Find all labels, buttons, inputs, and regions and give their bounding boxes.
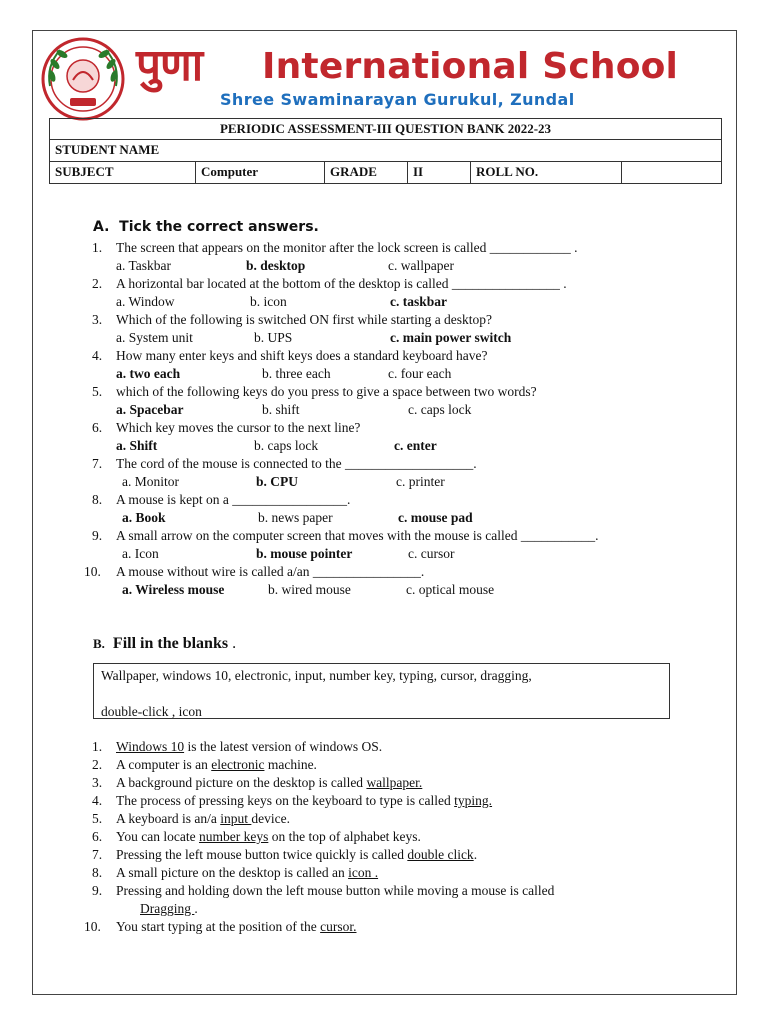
option-b[interactable]: b. desktop	[246, 258, 306, 273]
item-text	[116, 792, 492, 810]
fill-blank-item	[92, 828, 692, 846]
option-a[interactable]: a. Wireless mouse	[122, 582, 225, 597]
item-prefix: You start typing at the position of the	[116, 919, 321, 934]
question-number: 9.	[92, 528, 103, 543]
question-text: which of the following keys do you press to give a space between two words?	[116, 384, 537, 399]
grade-label: GRADE	[325, 162, 408, 184]
item-suffix: on the top of alphabet keys.	[268, 829, 421, 844]
question-options	[92, 473, 692, 491]
item-suffix: .	[473, 847, 478, 862]
question-text: How many enter keys and shift keys does a standard keyboard have?	[116, 348, 488, 363]
option-b[interactable]: b. news paper	[258, 510, 333, 525]
section-a-prefix: A.	[93, 219, 110, 235]
fill-blank-item	[92, 756, 692, 774]
subject-value: Computer	[196, 162, 325, 184]
question-4	[92, 347, 692, 365]
section-b-title	[93, 635, 236, 653]
word-bank-line-2: double-click , icon	[101, 704, 202, 719]
question-text: Which key moves the cursor to the next line?	[116, 420, 361, 435]
item-text	[116, 864, 378, 882]
school-brand	[136, 36, 736, 116]
section-b-prefix: B.	[93, 636, 105, 651]
option-b[interactable]: b. mouse pointer	[256, 546, 353, 561]
item-number: 10.	[84, 919, 101, 934]
question-text: A horizontal bar located at the bottom of the desktop is called ________________ .	[116, 276, 567, 291]
section-b-heading: Fill in the blanks	[112, 635, 229, 652]
option-b[interactable]: b. three each	[262, 366, 331, 381]
subject-label: SUBJECT	[50, 162, 196, 184]
question-text: The screen that appears on the monitor after the lock screen is called ____________ .	[116, 240, 578, 255]
option-a[interactable]: a. Monitor	[122, 474, 179, 489]
option-a[interactable]: a. Spacebar	[116, 402, 184, 417]
item-text	[116, 756, 317, 774]
fill-blank-item	[92, 864, 692, 882]
option-a[interactable]: a. Window	[116, 294, 175, 309]
item-prefix: You can locate	[116, 829, 199, 844]
option-a[interactable]: a. System unit	[116, 330, 193, 345]
question-1	[92, 239, 692, 257]
question-options	[92, 437, 692, 455]
item-text	[116, 846, 477, 864]
question-number: 1.	[92, 240, 103, 255]
option-b[interactable]: b. caps lock	[254, 438, 319, 453]
question-9	[92, 527, 692, 545]
option-a[interactable]: a. Shift	[116, 438, 158, 453]
item-prefix: Pressing the left mouse button twice quickly is called	[116, 847, 408, 862]
option-c[interactable]: c. caps lock	[408, 402, 472, 417]
school-logo	[40, 36, 126, 122]
item-answer[interactable]: icon .	[348, 865, 379, 880]
fill-blank-item	[92, 810, 692, 828]
roll-no-label: ROLL NO.	[471, 162, 622, 184]
question-options	[92, 365, 692, 383]
option-a[interactable]: a. Taskbar	[116, 258, 172, 273]
item-text	[140, 900, 198, 918]
item-number: 4.	[92, 793, 103, 808]
section-a-title	[93, 219, 319, 235]
word-bank-box	[93, 663, 670, 719]
fill-blank-item	[92, 882, 692, 900]
item-number: 7.	[92, 847, 103, 862]
question-number: 4.	[92, 348, 103, 363]
option-b[interactable]: b. shift	[262, 402, 300, 417]
option-c[interactable]: c. cursor	[408, 546, 455, 561]
question-6	[92, 419, 692, 437]
option-c[interactable]: c. enter	[394, 438, 437, 453]
item-text	[116, 774, 422, 792]
option-c[interactable]: c. four each	[388, 366, 452, 381]
assessment-title: PERIODIC ASSESSMENT-III QUESTION BANK 2022-23	[50, 119, 722, 140]
question-number: 8.	[92, 492, 103, 507]
question-number: 5.	[92, 384, 103, 399]
student-info-table	[49, 118, 722, 184]
item-prefix: A background picture on the desktop is called	[116, 775, 367, 790]
question-number: 6.	[92, 420, 103, 435]
item-number: 6.	[92, 829, 103, 844]
item-number: 8.	[92, 865, 103, 880]
option-c[interactable]: c. taskbar	[390, 294, 447, 309]
question-3	[92, 311, 692, 329]
section-b-suffix: .	[232, 635, 237, 652]
item-answer[interactable]: electronic	[211, 757, 265, 772]
item-prefix: A small picture on the desktop is called an	[116, 865, 349, 880]
question-options	[92, 293, 692, 311]
question-text: Which of the following is switched ON first while starting a desktop?	[116, 312, 493, 327]
question-5	[92, 383, 692, 401]
question-text: A mouse is kept on a _________________.	[116, 492, 351, 507]
question-10	[84, 563, 692, 581]
question-options	[92, 401, 692, 419]
fill-blank-item	[92, 792, 692, 810]
item-text	[116, 810, 290, 828]
item-text	[116, 882, 554, 900]
question-options	[92, 545, 692, 563]
question-2	[92, 275, 692, 293]
fill-blank-item	[92, 846, 692, 864]
item-number: 2.	[92, 757, 103, 772]
option-b[interactable]: b. CPU	[256, 474, 299, 489]
item-number: 5.	[92, 811, 103, 826]
question-list	[84, 239, 692, 599]
fill-blank-item	[92, 738, 692, 756]
question-8	[92, 491, 692, 509]
option-a[interactable]: a. two each	[116, 366, 181, 381]
item-suffix: machine.	[264, 757, 317, 772]
question-number: 7.	[92, 456, 103, 471]
item-number: 3.	[92, 775, 103, 790]
roll-no-value[interactable]	[622, 162, 722, 184]
school-name: International School	[262, 46, 679, 87]
option-a[interactable]: a. Book	[122, 510, 166, 525]
item-answer[interactable]: Windows 10	[116, 739, 185, 754]
item-suffix: is the latest version of windows OS.	[184, 739, 383, 754]
item-answer[interactable]: Dragging	[140, 901, 195, 916]
item-number: 1.	[92, 739, 103, 754]
option-b[interactable]: b. wired mouse	[268, 582, 351, 597]
item-text	[116, 918, 357, 936]
item-suffix: .	[194, 901, 198, 916]
question-text: The cord of the mouse is connected to the ___________________.	[116, 456, 477, 471]
item-number: 9.	[92, 883, 103, 898]
grade-value: II	[408, 162, 471, 184]
item-answer[interactable]: input	[220, 811, 252, 826]
option-a[interactable]: a. Icon	[122, 546, 159, 561]
item-prefix: Pressing and holding down the left mouse button while moving a mouse is called	[116, 883, 555, 898]
question-options	[92, 329, 692, 347]
item-answer[interactable]: number keys	[198, 829, 269, 844]
item-prefix: A keyboard is an/a	[116, 811, 221, 826]
item-answer[interactable]: typing.	[454, 793, 493, 808]
word-bank-line-1: Wallpaper, windows 10, electronic, input, number key, typing, cursor, dragging,	[101, 668, 532, 683]
item-suffix: device.	[251, 811, 290, 826]
item-answer[interactable]: wallpaper.	[366, 775, 423, 790]
item-answer[interactable]: cursor.	[320, 919, 357, 934]
option-c[interactable]: c. wallpaper	[388, 258, 454, 273]
question-number: 3.	[92, 312, 103, 327]
school-subtitle: Shree Swaminarayan Gurukul, Zundal	[220, 90, 575, 109]
question-number: 10.	[84, 564, 101, 579]
item-text	[116, 738, 382, 756]
question-options	[92, 581, 692, 599]
item-prefix: The process of pressing keys on the keyboard to type is called	[116, 793, 455, 808]
school-hindi-name: पुणा	[136, 40, 203, 91]
fill-blank-item	[84, 918, 692, 936]
student-name-label: STUDENT NAME	[50, 140, 722, 162]
fill-blank-list	[84, 738, 692, 936]
item-answer[interactable]: double click	[407, 847, 474, 862]
fill-blank-item	[92, 900, 692, 918]
question-options	[92, 509, 692, 527]
question-text: A mouse without wire is called a/an ________________.	[116, 564, 425, 579]
fill-blank-item	[92, 774, 692, 792]
question-text: A small arrow on the computer screen that moves with the mouse is called ___________.	[116, 528, 599, 543]
question-number: 2.	[92, 276, 103, 291]
option-c[interactable]: c. mouse pad	[398, 510, 473, 525]
section-a-heading: Tick the correct answers.	[119, 219, 319, 235]
question-7	[92, 455, 692, 473]
item-text	[116, 828, 421, 846]
question-options	[92, 257, 692, 275]
option-c[interactable]: c. printer	[396, 474, 445, 489]
item-prefix: A computer is an	[116, 757, 212, 772]
option-b[interactable]: b. UPS	[254, 330, 293, 345]
option-b[interactable]: b. icon	[250, 294, 287, 309]
option-c[interactable]: c. main power switch	[390, 330, 512, 345]
option-c[interactable]: c. optical mouse	[406, 582, 495, 597]
